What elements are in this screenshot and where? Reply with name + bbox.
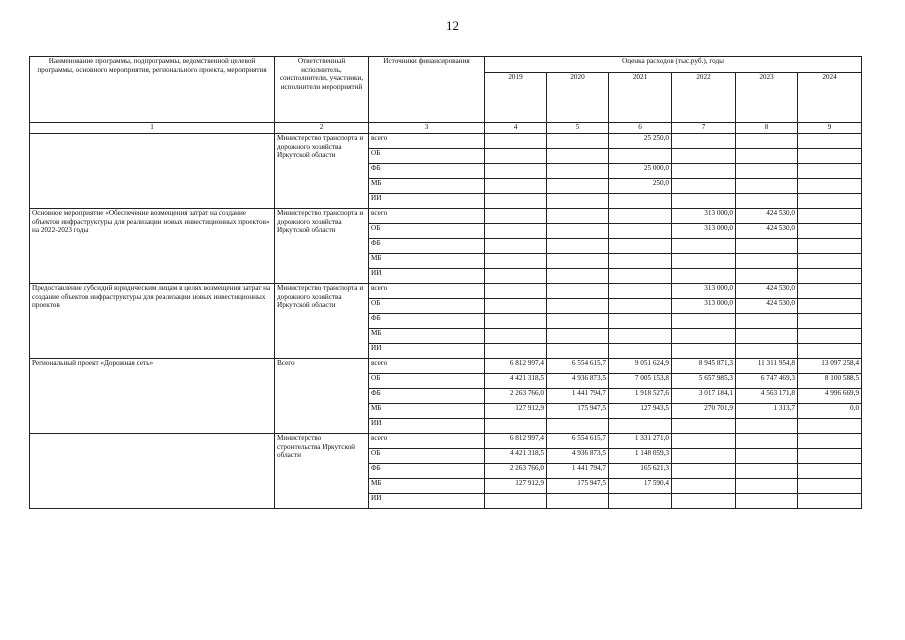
expense-value	[798, 269, 862, 284]
expense-value	[736, 419, 798, 434]
expense-value	[485, 254, 547, 269]
expense-value	[485, 344, 547, 359]
header-year: 2020	[547, 73, 609, 123]
expense-value	[672, 419, 736, 434]
expense-value	[798, 479, 862, 494]
table-body	[30, 134, 862, 509]
expense-value	[609, 209, 672, 224]
expense-value	[547, 284, 609, 299]
expense-value: 127 912,9	[485, 479, 547, 494]
expense-value	[736, 194, 798, 209]
expense-value	[672, 134, 736, 149]
column-number: 2	[275, 123, 369, 134]
expense-value	[609, 314, 672, 329]
expense-value	[798, 344, 862, 359]
expense-value: 1 918 527,6	[609, 389, 672, 404]
column-number: 7	[672, 123, 736, 134]
expense-value: 11 311 954,8	[736, 359, 798, 374]
expense-value: 127 943,5	[609, 404, 672, 419]
funding-source: ФБ	[369, 314, 485, 329]
header-year: 2024	[798, 73, 862, 123]
funding-source: ОБ	[369, 374, 485, 389]
expense-value: 175 947,5	[547, 404, 609, 419]
expense-value	[736, 494, 798, 509]
header-year: 2023	[736, 73, 798, 123]
expense-value	[485, 224, 547, 239]
column-number: 5	[547, 123, 609, 134]
expense-value: 6 747 469,3	[736, 374, 798, 389]
header-responsible: Ответственный исполнитель, соисполнители, участники, исполнители мероприятий	[275, 57, 369, 123]
expense-value: 250,0	[609, 179, 672, 194]
expense-value	[736, 329, 798, 344]
expense-value: 313 000,0	[672, 299, 736, 314]
expense-value	[672, 254, 736, 269]
expense-value	[609, 344, 672, 359]
expense-value: 13 097 258,4	[798, 359, 862, 374]
expense-value	[485, 209, 547, 224]
expense-value	[798, 434, 862, 449]
header-estimate: Оценка расходов (тыс.руб.), годы	[485, 57, 862, 73]
funding-source: ОБ	[369, 224, 485, 239]
expense-value	[736, 434, 798, 449]
expense-value: 6 812 997,4	[485, 434, 547, 449]
expense-value	[485, 269, 547, 284]
expense-value: 1 441 794,7	[547, 389, 609, 404]
expense-value: 6 812 997,4	[485, 359, 547, 374]
expense-value	[798, 149, 862, 164]
expense-value	[672, 164, 736, 179]
expense-value	[672, 479, 736, 494]
header-source: Источники финансирования	[369, 57, 485, 123]
expense-value: 4 936 873,5	[547, 374, 609, 389]
expense-value	[547, 314, 609, 329]
expense-value	[485, 494, 547, 509]
expense-value	[798, 164, 862, 179]
funding-source: МБ	[369, 329, 485, 344]
expense-value	[547, 209, 609, 224]
expense-value: 4 563 171,8	[736, 389, 798, 404]
expense-value	[547, 344, 609, 359]
expense-value	[798, 284, 862, 299]
activity-name	[30, 134, 275, 209]
expense-value: 6 554 615,7	[547, 434, 609, 449]
expense-value	[609, 194, 672, 209]
header-year: 2021	[609, 73, 672, 123]
expense-value	[547, 239, 609, 254]
expense-value	[609, 419, 672, 434]
funding-source: всего	[369, 359, 485, 374]
expense-value	[485, 284, 547, 299]
expense-value: 4 996 669,9	[798, 389, 862, 404]
expense-value	[485, 419, 547, 434]
expense-value: 5 657 985,3	[672, 374, 736, 389]
expense-value	[672, 434, 736, 449]
expense-value	[485, 149, 547, 164]
expense-value	[736, 134, 798, 149]
expense-value	[485, 299, 547, 314]
expense-value	[609, 299, 672, 314]
expense-value: 4 936 873,5	[547, 449, 609, 464]
funding-source: всего	[369, 284, 485, 299]
expense-value	[609, 329, 672, 344]
expense-value	[672, 194, 736, 209]
expense-value: 8 100 588,5	[798, 374, 862, 389]
expense-value	[736, 254, 798, 269]
funding-source: МБ	[369, 179, 485, 194]
funding-source: ОБ	[369, 449, 485, 464]
expense-value	[672, 329, 736, 344]
expense-value	[736, 269, 798, 284]
activity-name: Предоставление субсидий юридическим лицам в целях возмещения затрат на создание объектов инфраструктуры для реализации новых инвестиционных проектов	[30, 284, 275, 359]
expense-value	[547, 164, 609, 179]
funding-source: всего	[369, 434, 485, 449]
expense-value	[798, 134, 862, 149]
expense-value	[547, 494, 609, 509]
expense-value	[736, 239, 798, 254]
expense-value: 313 000,0	[672, 209, 736, 224]
expense-value	[609, 239, 672, 254]
expense-value	[736, 479, 798, 494]
expense-value	[672, 239, 736, 254]
funding-source: ИИ	[369, 419, 485, 434]
activity-name	[30, 434, 275, 509]
expense-value	[609, 149, 672, 164]
expense-value	[736, 449, 798, 464]
expense-value: 25 250,0	[609, 134, 672, 149]
column-number: 3	[369, 123, 485, 134]
expense-value: 7 005 153,8	[609, 374, 672, 389]
responsible-executor: Всего	[275, 359, 369, 434]
expense-value	[609, 494, 672, 509]
table-row	[30, 434, 862, 449]
funding-source: ФБ	[369, 164, 485, 179]
expense-value	[672, 449, 736, 464]
expense-value	[672, 269, 736, 284]
expense-value	[672, 314, 736, 329]
expense-value	[609, 224, 672, 239]
funding-source: ИИ	[369, 194, 485, 209]
expense-value	[485, 179, 547, 194]
expense-value	[672, 149, 736, 164]
expense-value	[547, 194, 609, 209]
funding-source: ФБ	[369, 389, 485, 404]
expense-value	[798, 299, 862, 314]
funding-source: МБ	[369, 404, 485, 419]
expense-value	[798, 314, 862, 329]
header-year: 2022	[672, 73, 736, 123]
expense-value: 2 263 766,0	[485, 464, 547, 479]
expense-value	[798, 449, 862, 464]
expense-value	[672, 344, 736, 359]
table-row	[30, 134, 862, 149]
expense-value	[798, 494, 862, 509]
column-number: 9	[798, 123, 862, 134]
table-row	[30, 284, 862, 299]
expense-value	[798, 209, 862, 224]
expense-value	[736, 149, 798, 164]
expense-value: 127 912,9	[485, 404, 547, 419]
column-number: 1	[30, 123, 275, 134]
expense-value: 25 000,0	[609, 164, 672, 179]
expense-value	[547, 224, 609, 239]
expense-value	[609, 284, 672, 299]
expense-value	[485, 329, 547, 344]
expense-value: 6 554 615,7	[547, 359, 609, 374]
funding-source: МБ	[369, 479, 485, 494]
expense-value: 424 530,0	[736, 224, 798, 239]
expense-value	[672, 179, 736, 194]
expense-value	[485, 194, 547, 209]
expense-value: 313 000,0	[672, 224, 736, 239]
funding-source: ФБ	[369, 239, 485, 254]
expense-value: 0,0	[798, 404, 862, 419]
expense-value: 17 590,4	[609, 479, 672, 494]
expense-value	[485, 164, 547, 179]
expense-value: 270 701,9	[672, 404, 736, 419]
expense-value: 3 017 184,1	[672, 389, 736, 404]
expense-value	[798, 419, 862, 434]
funding-source: МБ	[369, 254, 485, 269]
column-number: 4	[485, 123, 547, 134]
funding-source: ОБ	[369, 299, 485, 314]
expense-value: 2 263 766,0	[485, 389, 547, 404]
expense-value: 1 313,7	[736, 404, 798, 419]
expense-value	[547, 299, 609, 314]
expense-value	[736, 344, 798, 359]
funding-source: ИИ	[369, 494, 485, 509]
expense-value	[798, 179, 862, 194]
column-number: 8	[736, 123, 798, 134]
expense-value: 8 945 871,3	[672, 359, 736, 374]
expense-value	[547, 149, 609, 164]
expense-value	[547, 179, 609, 194]
expense-value: 175 947,5	[547, 479, 609, 494]
funding-source: ОБ	[369, 149, 485, 164]
responsible-executor: Министерство транспорта и дорожного хозяйства Иркутской области	[275, 134, 369, 209]
expense-value	[547, 254, 609, 269]
expense-value	[485, 134, 547, 149]
expense-value: 424 530,0	[736, 209, 798, 224]
expense-value	[672, 494, 736, 509]
expense-value	[798, 239, 862, 254]
funding-source: ИИ	[369, 269, 485, 284]
page-number: 12	[446, 18, 459, 33]
expense-value: 424 530,0	[736, 299, 798, 314]
expense-value	[547, 329, 609, 344]
column-number: 6	[609, 123, 672, 134]
funding-source: всего	[369, 209, 485, 224]
header-year: 2019	[485, 73, 547, 123]
expense-value	[609, 254, 672, 269]
expense-value: 165 621,3	[609, 464, 672, 479]
expense-value: 424 530,0	[736, 284, 798, 299]
expense-value: 1 331 271,0	[609, 434, 672, 449]
responsible-executor: Министерство транспорта и дорожного хозяйства Иркутской области	[275, 284, 369, 359]
funding-source: ИИ	[369, 344, 485, 359]
activity-name: Основное мероприятие «Обеспечение возмещения затрат на создание объектов инфраструктуры для реализации новых инвестиционных проектов» на 2022-2023 годы	[30, 209, 275, 284]
expense-value	[547, 269, 609, 284]
expense-value: 1 441 794,7	[547, 464, 609, 479]
expense-value: 4 421 318,5	[485, 449, 547, 464]
expense-value	[798, 224, 862, 239]
responsible-executor: Министерство строительства Иркутской области	[275, 434, 369, 509]
expense-value: 9 051 624,9	[609, 359, 672, 374]
expense-value	[798, 464, 862, 479]
expense-value	[798, 329, 862, 344]
expense-value	[547, 419, 609, 434]
expense-value: 1 148 059,3	[609, 449, 672, 464]
expense-value	[485, 314, 547, 329]
activity-name: Региональный проект «Дорожная сеть»	[30, 359, 275, 434]
funding-source: ФБ	[369, 464, 485, 479]
expense-value	[736, 464, 798, 479]
expense-value	[736, 179, 798, 194]
header-name: Наименование программы, подпрограммы, ведомственной целевой программы, основного мероприятия, регионального проекта, мероприятия	[30, 57, 275, 123]
expense-value	[798, 254, 862, 269]
expense-value	[736, 164, 798, 179]
expense-value	[736, 314, 798, 329]
responsible-executor: Министерство транспорта и дорожного хозяйства Иркутской области	[275, 209, 369, 284]
expense-value	[485, 239, 547, 254]
table-row	[30, 359, 862, 374]
expense-value	[672, 464, 736, 479]
budget-table	[29, 56, 862, 509]
funding-source: всего	[369, 134, 485, 149]
expense-value	[798, 194, 862, 209]
table-row	[30, 209, 862, 224]
expense-value: 4 421 318,5	[485, 374, 547, 389]
expense-value	[547, 134, 609, 149]
expense-value: 313 000,0	[672, 284, 736, 299]
expense-value	[609, 269, 672, 284]
